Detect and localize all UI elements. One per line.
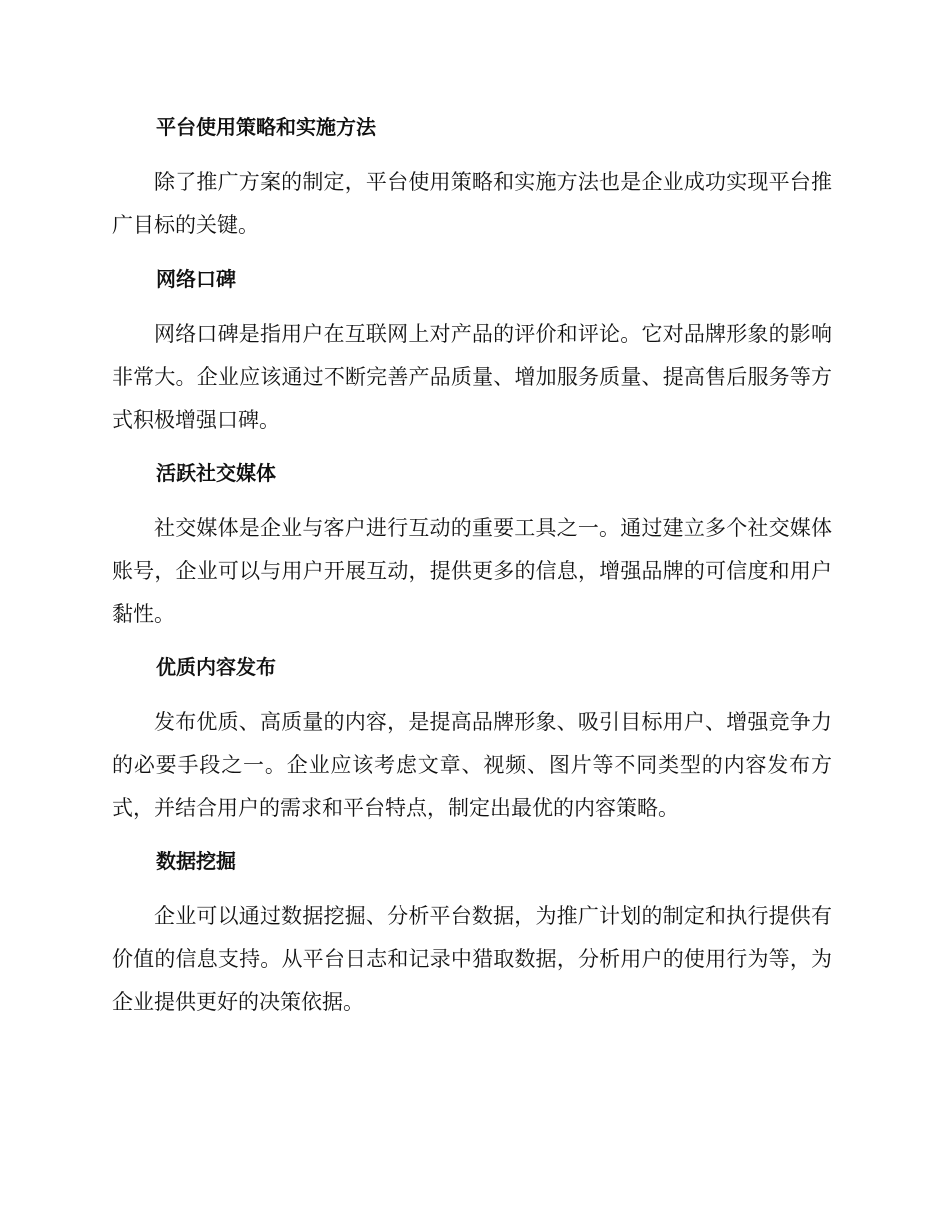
section-paragraph: 企业可以通过数据挖掘、分析平台数据，为推广计划的制定和执行提供有价值的信息支持。从平台日志和记录中猎取数据，分析用户的使用行为等，为企业提供更好的决策依据。 <box>112 904 832 1014</box>
section-paragraph: 除了推广方案的制定，平台使用策略和实施方法也是企业成功实现平台推广目标的关键。 <box>112 170 832 237</box>
section-heading: 优质内容发布 <box>156 655 276 679</box>
section-paragraph: 网络口碑是指用户在互联网上对产品的评价和评论。它对品牌形象的影响非常大。企业应该通过不断完善产品质量、增加服务质量、提高售后服务等方式积极增强口碑。 <box>112 322 832 432</box>
section-paragraph: 发布优质、高质量的内容，是提高品牌形象、吸引目标用户、增强竞争力的必要手段之一。企业应该考虑文章、视频、图片等不同类型的内容发布方式，并结合用户的需求和平台特点，制定出最优的内容策略。 <box>112 710 832 820</box>
section-heading: 网络口碑 <box>156 267 236 291</box>
section-heading: 数据挖掘 <box>156 849 236 873</box>
section-heading: 活跃社交媒体 <box>156 461 276 485</box>
section-heading: 平台使用策略和实施方法 <box>156 115 376 139</box>
section-paragraph: 社交媒体是企业与客户进行互动的重要工具之一。通过建立多个社交媒体账号，企业可以与用户开展互动，提供更多的信息，增强品牌的可信度和用户黏性。 <box>112 516 832 626</box>
